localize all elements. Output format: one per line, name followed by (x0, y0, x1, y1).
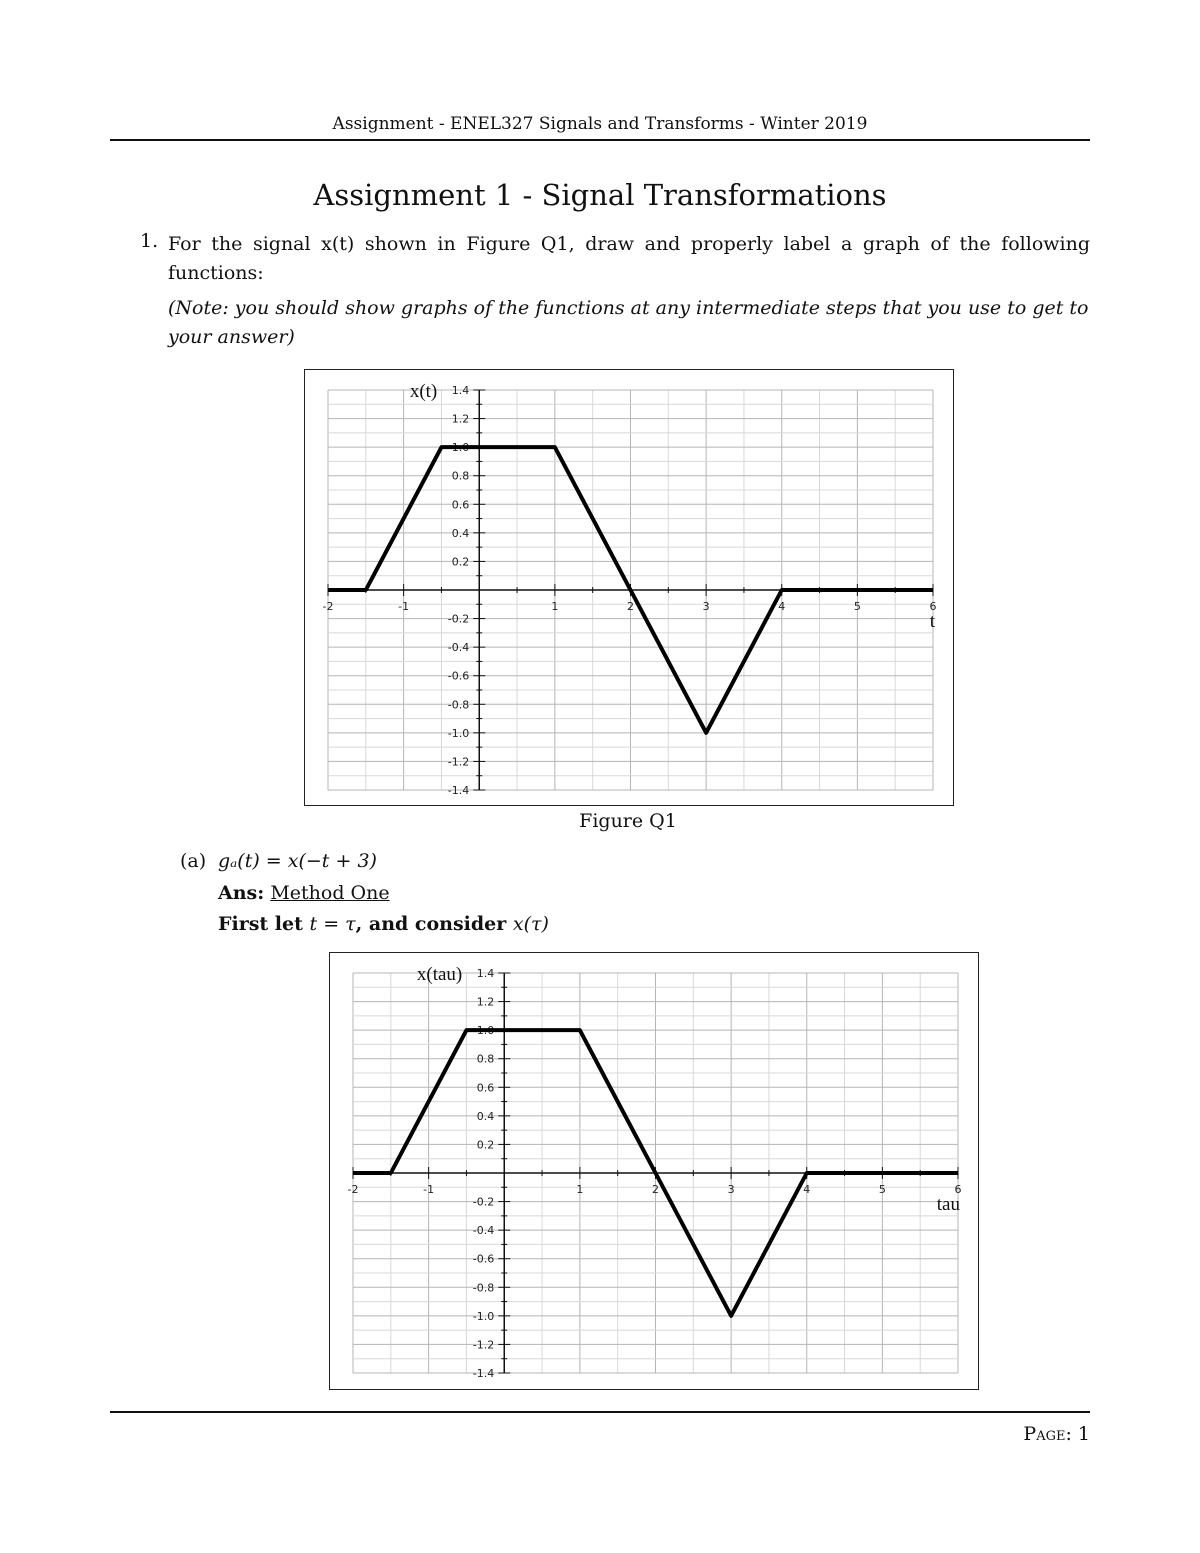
figure-caption: Figure Q1 (579, 810, 677, 832)
x-tick-label: 5 (878, 1183, 886, 1196)
y-tick-label: -0.6 (472, 1252, 495, 1266)
x-tick-label: 1 (576, 1183, 584, 1196)
y-axis-label: x(tau) (416, 964, 463, 985)
question-note: (Note: you should show graphs of the functions at any intermediate steps that you use to get to your answer) (168, 297, 1089, 348)
x-tick-label: -1 (423, 1183, 435, 1196)
x-tick-label: 6 (954, 1183, 962, 1196)
y-tick-label: 1.0 (476, 1024, 495, 1038)
y-tick-label: -1.0 (472, 1309, 495, 1323)
header-rule (110, 139, 1090, 141)
y-tick-label: -1.2 (472, 1338, 495, 1352)
page-title: Assignment 1 - Signal Transformations (313, 178, 887, 212)
answer-method: Method One (270, 882, 390, 904)
figure-q1-frame (304, 369, 954, 806)
y-tick-label: -0.2 (447, 612, 470, 626)
x-tick-label: 5 (853, 600, 861, 613)
y-tick-label: 0.4 (476, 1109, 495, 1123)
y-tick-label: 0.8 (451, 469, 470, 483)
footer-rule (110, 1411, 1090, 1413)
y-tick-label: -1.4 (447, 784, 470, 797)
y-tick-label: 1.4 (451, 384, 470, 397)
x-tick-label: 3 (727, 1183, 735, 1196)
page-number: Page: 1 (1023, 1423, 1090, 1445)
y-tick-label: 0.8 (476, 1052, 495, 1066)
x-tick-label: 6 (929, 600, 937, 613)
part-a-expression: gₐ(t) = x(−t + 3) (218, 850, 377, 872)
x-axis-label: t (929, 611, 935, 632)
y-tick-label: 0.4 (451, 526, 470, 540)
first-step-text: First let (218, 913, 303, 935)
y-tick-label: -0.4 (472, 1224, 495, 1238)
y-tick-label: -1.2 (447, 755, 470, 769)
y-tick-label: 1.2 (476, 995, 495, 1009)
x-axis-label: tau (936, 1194, 960, 1215)
y-tick-label: -0.2 (472, 1195, 495, 1209)
first-step-math-2: x(τ) (512, 913, 549, 935)
y-tick-label: 1.4 (476, 967, 495, 980)
y-tick-label: -1.4 (472, 1367, 495, 1380)
x-tick-label: 2 (652, 1183, 659, 1196)
first-step (218, 913, 549, 935)
answer-line (218, 882, 390, 904)
first-step-math-1: t = τ (309, 913, 356, 935)
x-tick-label: -1 (398, 600, 410, 613)
y-tick-label: 0.2 (451, 555, 470, 569)
question-text: For the signal x(t) shown in Figure Q1, draw and properly label a graph of the following functions: (168, 233, 1090, 284)
x-tick-label: 2 (627, 600, 634, 613)
y-tick-label: -0.8 (447, 698, 470, 712)
figure-tau-chart (330, 953, 978, 1389)
running-header: Assignment - ENEL327 Signals and Transforms - Winter 2019 (332, 114, 868, 134)
x-tick-label: 1 (551, 600, 559, 613)
y-tick-label: 1.0 (451, 441, 470, 455)
y-tick-label: 1.2 (451, 412, 470, 426)
y-tick-label: -0.6 (447, 669, 470, 683)
question-number: 1. (140, 230, 159, 252)
y-tick-label: 0.2 (476, 1138, 495, 1152)
figure-tau-frame (329, 952, 979, 1390)
y-axis-label: x(t) (409, 381, 438, 402)
y-tick-label: 0.6 (451, 498, 470, 512)
y-tick-label: -0.8 (472, 1281, 495, 1295)
first-step-mid: , and consider (355, 913, 507, 935)
x-tick-label: 4 (803, 1183, 811, 1196)
y-tick-label: -1.0 (447, 726, 470, 740)
y-tick-label: -0.4 (447, 641, 470, 655)
x-tick-label: -2 (347, 1183, 359, 1196)
y-tick-label: 0.6 (476, 1081, 495, 1095)
x-tick-label: -2 (322, 600, 334, 613)
part-a-label: (a) (180, 850, 207, 872)
figure-q1-chart (305, 370, 953, 805)
answer-label: Ans: (218, 882, 265, 904)
x-tick-label: 4 (778, 600, 786, 613)
x-tick-label: 3 (702, 600, 710, 613)
